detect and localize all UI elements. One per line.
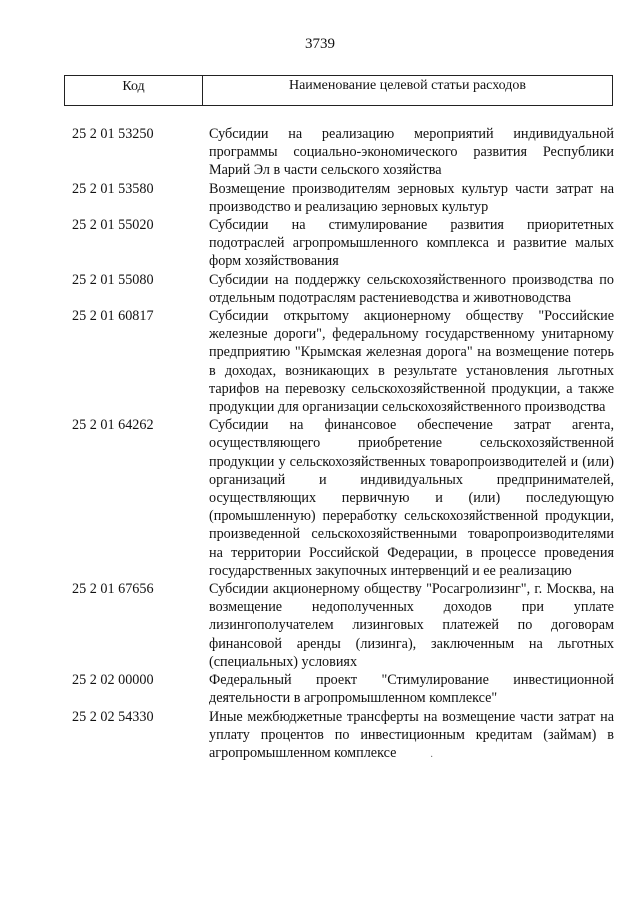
- row-code: 25 2 02 54330: [72, 708, 154, 725]
- table-row: [72, 708, 614, 763]
- budget-table-body: [72, 125, 614, 762]
- row-code: 25 2 01 53250: [72, 126, 154, 142]
- table-header: [64, 75, 613, 106]
- table-row: [72, 580, 614, 671]
- row-code: 25 2 01 67656: [72, 581, 154, 598]
- table-row: [72, 671, 614, 707]
- row-name: Субсидии на реализацию мероприятий индивидуальной программы социально-экономического развития Республики Марий Эл в части сельского хозяйства: [209, 126, 614, 179]
- header-name: Наименование целевой статьи расходов: [288, 78, 527, 93]
- table-row: [72, 271, 614, 307]
- row-code: 25 2 01 55020: [72, 217, 154, 234]
- row-name: Субсидии на поддержку сельскохозяйственного производства по отдельным подотраслям растениеводства и животноводства: [209, 271, 614, 306]
- row-name: Субсидии на стимулирование развития приоритетных подотраслей агропромышленного комплекса и развитие малых форм хозяйствования: [209, 217, 614, 270]
- row-code: 25 2 01 60817: [72, 308, 154, 325]
- table-row: [72, 216, 614, 271]
- row-name: Федеральный проект "Стимулирование инвестиционной деятельности в агропромышленном комплексе": [209, 672, 614, 707]
- table-row: [72, 416, 614, 580]
- row-name: Субсидии на финансовое обеспечение затрат агента, осуществляющего приобретение сельскохозяйственной продукции у сельскохозяйственных товаропроизводителей и (или) организаций и индивидуальных предпринимателей, осуществляющих первичную и (или) последующую (промышленную) переработку сельскохозяйственной продукции, произведенной сельскохозяйственными товаропроизводителями на территории Российской Федерации, в процессе проведения государственных закупочных интервенций и ее реализацию: [209, 417, 614, 579]
- row-code: 25 2 02 00000: [72, 672, 154, 689]
- table-row: [72, 125, 614, 180]
- table-row: [72, 180, 614, 216]
- row-name: Иные межбюджетные трансферты на возмещение части затрат на уплату процентов по инвестиционным кредитам (займам) в агропромышленном комплексе: [209, 708, 614, 761]
- row-name: Субсидии акционерному обществу "Росагролизинг", г. Москва, на возмещение недополученных доходов при уплате лизингополучателем лизинговых платежей по договорам финансовой аренды (лизинга), заключенным на льготных (специальных) условиях: [209, 581, 614, 670]
- row-code: 25 2 01 64262: [72, 417, 154, 434]
- row-code: 25 2 01 55080: [72, 271, 154, 288]
- row-name: Субсидии открытому акционерному обществу "Российские железные дороги", федеральному государственному унитарному предприятию "Крымская железная дорога" на возмещение потерь в доходах, возникающих в результате установления льготных тарифов на перевозку сельскохозяйственной продукции, а также продукции для организации сельскохозяйственного производства: [209, 308, 614, 416]
- table-row: [72, 307, 614, 416]
- header-code: Код: [65, 76, 203, 105]
- stray-mark: ·: [430, 752, 434, 763]
- row-name: Возмещение производителям зерновых культур части затрат на производство и реализацию зерновых культур: [209, 180, 614, 215]
- page-number: 3739: [305, 36, 335, 52]
- row-code: 25 2 01 53580: [72, 180, 154, 197]
